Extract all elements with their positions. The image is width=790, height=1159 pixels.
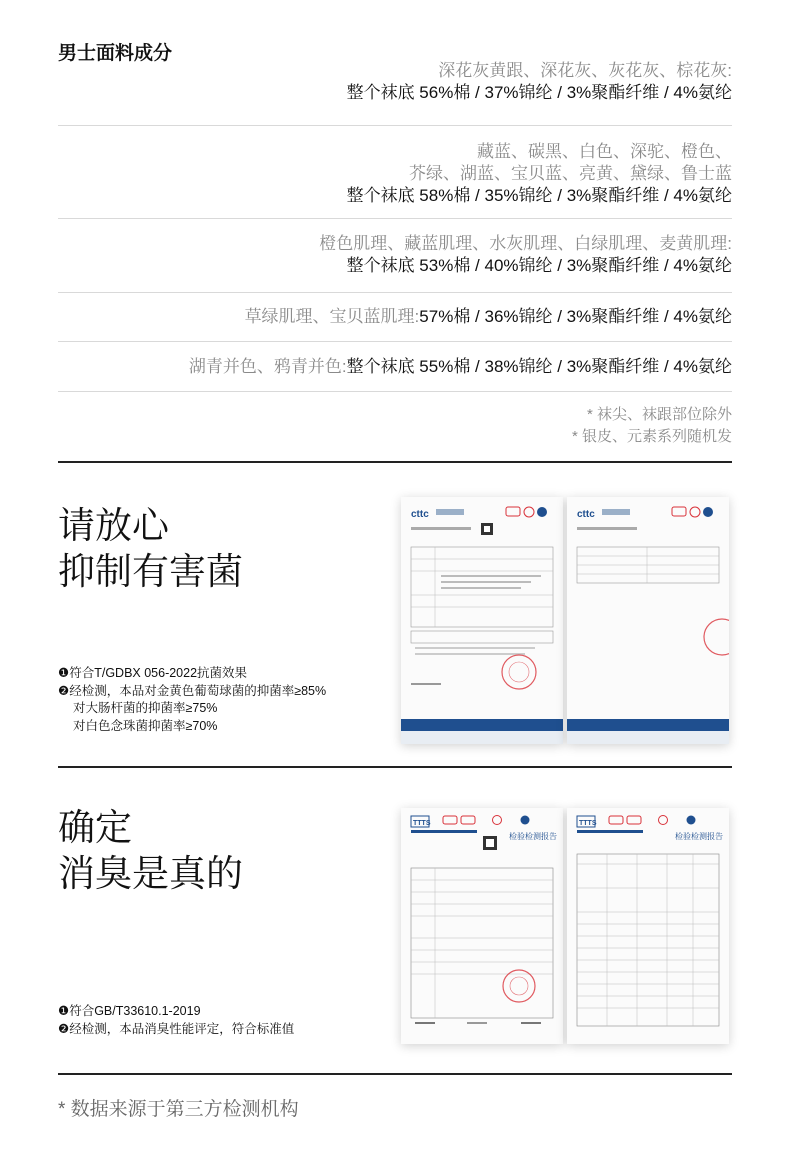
fabric-row-5 <box>58 356 732 378</box>
fabric-note-1: * 袜尖、袜跟部位除外 <box>586 406 732 423</box>
antibacterial-point-4: 对白色念珠菌抑菌率≥70% <box>73 718 218 733</box>
fabric-row-5-composition: 整个袜底 55%棉 / 38%锦纶 / 3%聚酯纤维 / 4%氨纶 <box>346 357 732 376</box>
deodorize-point-2: ❷经检测，本品消臭性能评定，符合标准值 <box>58 1021 295 1036</box>
ttts-logo-1: TTTS <box>413 820 431 827</box>
fabric-row-3 <box>58 233 732 277</box>
antibacterial-point-1: ❶符合T/GDBX 056-2022抗菌效果 <box>58 666 248 680</box>
fabric-title: 男士面料成分 <box>58 43 173 64</box>
ttts-logo-2: TTTS <box>579 820 597 827</box>
section-divider <box>58 1073 732 1075</box>
section-divider <box>58 766 732 768</box>
divider <box>58 341 732 342</box>
antibacterial-report-page-1 <box>401 497 563 744</box>
deodorize-heading <box>58 805 243 897</box>
divider <box>58 391 732 392</box>
fabric-notes <box>572 404 732 448</box>
antibacterial-points <box>58 665 326 735</box>
cttc-logo-2: cttc <box>577 509 595 520</box>
deodorize-report-page-2 <box>567 808 729 1044</box>
deodorize-heading-line1: 确定 <box>58 807 132 848</box>
antibacterial-point-3: 对大肠杆菌的抑菌率≥75% <box>73 701 218 715</box>
fabric-row-4-label: 草绿肌理、宝贝蓝肌理: <box>244 307 420 326</box>
footer-note: * 数据来源于第三方检测机构 <box>58 1099 299 1120</box>
fabric-row-4-composition: 57%棉 / 36%锦纶 / 3%聚酯纤维 / 4%氨纶 <box>419 307 732 326</box>
fabric-row-4 <box>58 306 732 328</box>
antibacterial-report-page-2 <box>567 497 729 744</box>
fabric-row-3-composition: 整个袜底 53%棉 / 40%锦纶 / 3%聚酯纤维 / 4%氨纶 <box>346 256 732 275</box>
fabric-row-2-colors-line1: 藏蓝、碳黑、白色、深驼、橙色、 <box>477 142 732 161</box>
divider <box>58 292 732 293</box>
fabric-row-2 <box>58 141 732 207</box>
fabric-row-2-colors-line2: 芥绿、湖蓝、宝贝蓝、亮黄、黛绿、鲁士蓝 <box>409 164 732 183</box>
report-title-1: 检验检测报告 <box>509 832 557 841</box>
antibacterial-heading-line2: 抑制有害菌 <box>58 551 243 592</box>
deodorize-report-page-1 <box>401 808 563 1044</box>
fabric-row-5-label: 湖青并色、鸦青并色: <box>188 357 347 376</box>
fabric-row-2-composition: 整个袜底 58%棉 / 35%锦纶 / 3%聚酯纤维 / 4%氨纶 <box>346 186 732 205</box>
divider <box>58 125 732 126</box>
deodorize-point-1: ❶符合GB/T33610.1-2019 <box>58 1004 201 1018</box>
antibacterial-heading <box>58 503 243 595</box>
antibacterial-heading-line1: 请放心 <box>58 505 169 546</box>
fabric-note-2: * 银皮、元素系列随机发 <box>571 428 732 445</box>
report-title-2: 检验检测报告 <box>675 832 723 841</box>
fabric-row-1 <box>58 60 732 104</box>
deodorize-points <box>58 1003 294 1038</box>
section-divider <box>58 461 732 463</box>
fabric-row-1-colors: 深花灰黄跟、深花灰、灰花灰、棕花灰: <box>438 61 732 80</box>
deodorize-heading-line2: 消臭是真的 <box>58 853 243 894</box>
cttc-logo-1: cttc <box>411 509 429 520</box>
fabric-row-1-composition: 整个袜底 56%棉 / 37%锦纶 / 3%聚酯纤维 / 4%氨纶 <box>346 83 732 102</box>
fabric-row-3-colors: 橙色肌理、藏蓝肌理、水灰肌理、白绿肌理、麦黄肌理: <box>319 234 732 253</box>
antibacterial-point-2: ❷经检测，本品对金黄色葡萄球菌的抑菌率≥85% <box>58 683 327 698</box>
divider <box>58 218 732 219</box>
